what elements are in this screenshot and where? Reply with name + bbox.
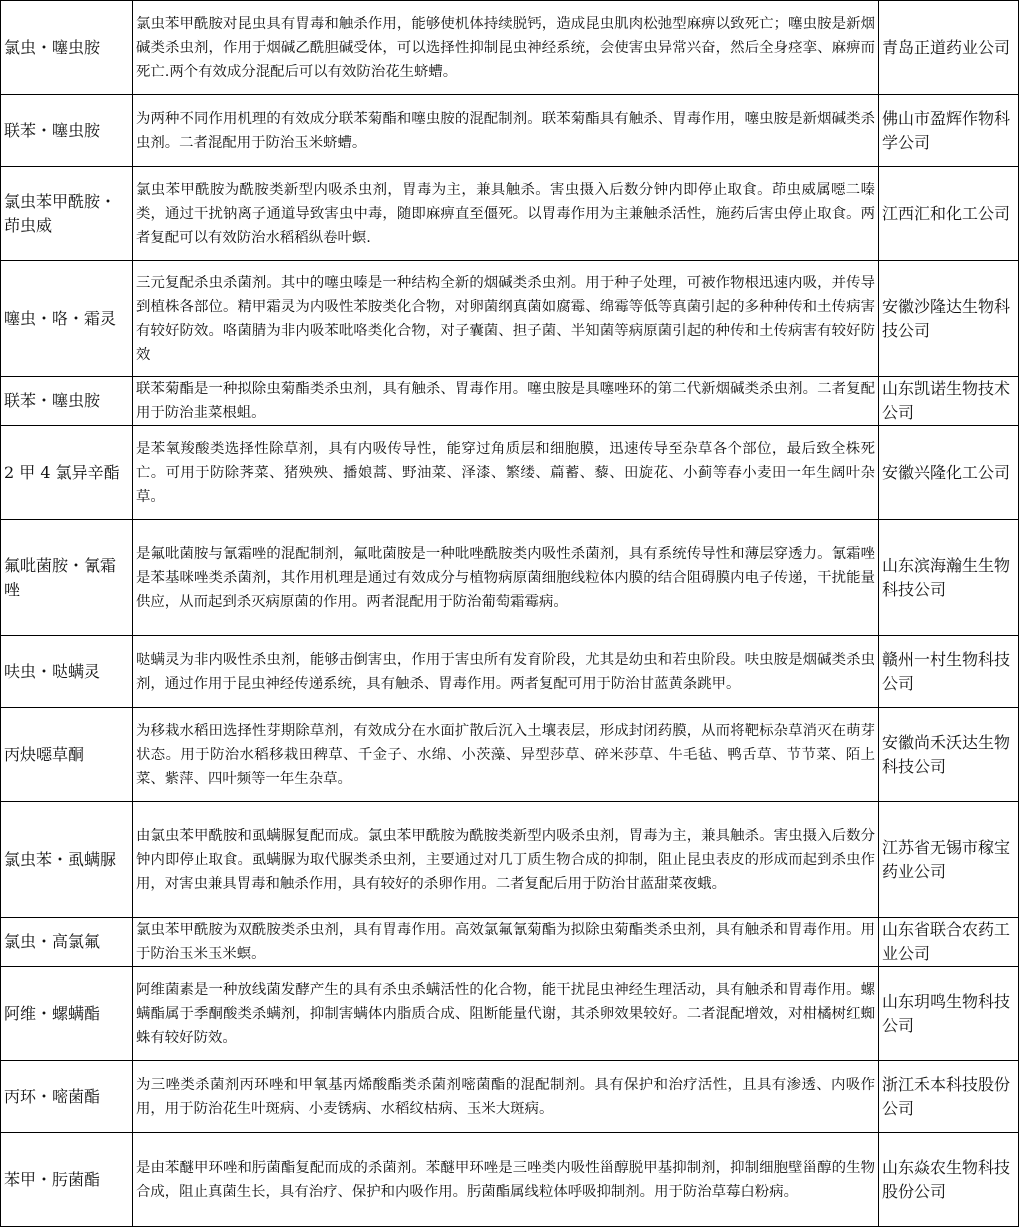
company-cell: 青岛正道药业公司 bbox=[879, 1, 1019, 95]
company-cell: 安徽尚禾沃达生物科技公司 bbox=[879, 708, 1019, 802]
table-row bbox=[1, 520, 1019, 636]
table-row bbox=[1, 636, 1019, 708]
product-name-cell: 丙炔噁草酮 bbox=[1, 708, 133, 802]
table-row bbox=[1, 967, 1019, 1061]
description-cell: 为两种不同作用机理的有效成分联苯菊酯和噻虫胺的混配制剂。联苯菊酯具有触杀、胃毒作用，噻虫胺是新烟碱类杀虫剂。二者混配用于防治玉米蛴螬。 bbox=[133, 95, 879, 167]
product-name-cell: 氟吡菌胺・氰霜唑 bbox=[1, 520, 133, 636]
company-cell: 江苏省无锡市稼宝药业公司 bbox=[879, 802, 1019, 918]
company-cell: 佛山市盈辉作物科学公司 bbox=[879, 95, 1019, 167]
product-name-cell: 噻虫・咯・霜灵 bbox=[1, 261, 133, 377]
product-name-cell: 氯虫苯甲酰胺・茚虫威 bbox=[1, 167, 133, 261]
table-row bbox=[1, 261, 1019, 377]
description-cell: 联苯菊酯是一种拟除虫菊酯类杀虫剂，具有触杀、胃毒作用。噻虫胺是具噻唑环的第二代新烟碱类杀虫剂。二者复配用于防治韭菜根蛆。 bbox=[133, 377, 879, 426]
table-row bbox=[1, 802, 1019, 918]
company-cell: 山东凯诺生物技术公司 bbox=[879, 377, 1019, 426]
product-name-cell: 2 甲 4 氯异辛酯 bbox=[1, 426, 133, 520]
table-row bbox=[1, 377, 1019, 426]
description-cell: 三元复配杀虫杀菌剂。其中的噻虫嗪是一种结构全新的烟碱类杀虫剂。用于种子处理，可被作物根迅速内吸，并传导到植株各部位。精甲霜灵为内吸性苯胺类化合物，对卵菌纲真菌如腐霉、绵霉等低等真菌引起的多种种传和土传病害有较好防效。咯菌腈为非内吸苯吡咯类化合物，对子囊菌、担子菌、半知菌等病原菌引起的种传和土传病害有较好防效 bbox=[133, 261, 879, 377]
company-cell: 安徽沙隆达生物科技公司 bbox=[879, 261, 1019, 377]
table-row bbox=[1, 95, 1019, 167]
description-cell: 是氟吡菌胺与氰霜唑的混配制剂，氟吡菌胺是一种吡唑酰胺类内吸性杀菌剂，具有系统传导性和薄层穿透力。氰霜唑是苯基咪唑类杀菌剂，其作用机理是通过有效成分与植物病原菌细胞线粒体内膜的结合阻碍膜内电子传递，干扰能量供应，从而起到杀灭病原菌的作用。两者混配用于防治葡萄霜霉病。 bbox=[133, 520, 879, 636]
description-cell: 氯虫苯甲酰胺为双酰胺类杀虫剂，具有胃毒作用。高效氯氟氰菊酯为拟除虫菊酯类杀虫剂，具有触杀和胃毒作用。用于防治玉米玉米螟。 bbox=[133, 918, 879, 967]
company-cell: 山东焱农生物科技股份公司 bbox=[879, 1133, 1019, 1227]
table-row bbox=[1, 426, 1019, 520]
description-cell: 是苯氧羧酸类选择性除草剂，具有内吸传导性，能穿过角质层和细胞膜，迅速传导至杂草各个部位，最后致全株死亡。可用于防除荠菜、猪殃殃、播娘蒿、野油菜、泽漆、繁缕、萹蓄、藜、田旋花、小蓟等春小麦田一年生阔叶杂草。 bbox=[133, 426, 879, 520]
product-name-cell: 氯虫・噻虫胺 bbox=[1, 1, 133, 95]
company-cell: 山东省联合农药工业公司 bbox=[879, 918, 1019, 967]
table-row bbox=[1, 918, 1019, 967]
company-cell: 江西汇和化工公司 bbox=[879, 167, 1019, 261]
description-cell: 为三唑类杀菌剂丙环唑和甲氧基丙烯酸酯类杀菌剂嘧菌酯的混配制剂。具有保护和治疗活性，且具有渗透、内吸作用，用于防治花生叶斑病、小麦锈病、水稻纹枯病、玉米大斑病。 bbox=[133, 1061, 879, 1133]
product-name-cell: 苯甲・肟菌酯 bbox=[1, 1133, 133, 1227]
table-row bbox=[1, 1, 1019, 95]
description-cell: 阿维菌素是一种放线菌发酵产生的具有杀虫杀螨活性的化合物，能干扰昆虫神经生理活动，具有触杀和胃毒作用。螺螨酯属于季酮酸类杀螨剂，抑制害螨体内脂质合成、阻断能量代谢，其杀卵效果较好。二者混配增效，对柑橘树红蜘蛛有较好防效。 bbox=[133, 967, 879, 1061]
company-cell: 安徽兴隆化工公司 bbox=[879, 426, 1019, 520]
product-name-cell: 联苯・噻虫胺 bbox=[1, 377, 133, 426]
description-cell: 哒螨灵为非内吸性杀虫剂，能够击倒害虫，作用于害虫所有发育阶段，尤其是幼虫和若虫阶段。呋虫胺是烟碱类杀虫剂，通过作用于昆虫神经传递系统，具有触杀、胃毒作用。两者复配可用于防治甘蓝黄条跳甲。 bbox=[133, 636, 879, 708]
company-cell: 赣州一村生物科技公司 bbox=[879, 636, 1019, 708]
table-row bbox=[1, 708, 1019, 802]
description-cell: 由氯虫苯甲酰胺和虱螨脲复配而成。氯虫苯甲酰胺为酰胺类新型内吸杀虫剂，胃毒为主，兼具触杀。害虫摄入后数分钟内即停止取食。虱螨脲为取代脲类杀虫剂，主要通过对几丁质生物合成的抑制，阻止昆虫表皮的形成而起到杀虫作用，对害虫兼具胃毒和触杀作用，具有较好的杀卵作用。二者复配后用于防治甘蓝甜菜夜蛾。 bbox=[133, 802, 879, 918]
table-row bbox=[1, 167, 1019, 261]
company-cell: 山东滨海瀚生生物科技公司 bbox=[879, 520, 1019, 636]
table-row bbox=[1, 1061, 1019, 1133]
company-cell: 山东玥鸣生物科技公司 bbox=[879, 967, 1019, 1061]
product-name-cell: 氯虫・高氯氟 bbox=[1, 918, 133, 967]
description-cell: 是由苯醚甲环唑和肟菌酯复配而成的杀菌剂。苯醚甲环唑是三唑类内吸性甾醇脱甲基抑制剂，抑制细胞壁甾醇的生物合成，阻止真菌生长，具有治疗、保护和内吸作用。肟菌酯属线粒体呼吸抑制剂。用于防治草莓白粉病。 bbox=[133, 1133, 879, 1227]
description-cell: 氯虫苯甲酰胺为酰胺类新型内吸杀虫剂，胃毒为主，兼具触杀。害虫摄入后数分钟内即停止取食。茚虫威属噁二嗪类，通过干扰钠离子通道导致害虫中毒，随即麻痹直至僵死。以胃毒作用为主兼触杀活性，施药后害虫停止取食。两者复配可以有效防治水稻稻纵卷叶螟. bbox=[133, 167, 879, 261]
product-name-cell: 阿维・螺螨酯 bbox=[1, 967, 133, 1061]
product-name-cell: 联苯・噻虫胺 bbox=[1, 95, 133, 167]
company-cell: 浙江禾本科技股份公司 bbox=[879, 1061, 1019, 1133]
description-cell: 氯虫苯甲酰胺对昆虫具有胃毒和触杀作用，能够使机体持续脱钙，造成昆虫肌肉松弛型麻痹以致死亡；噻虫胺是新烟碱类杀虫剂，作用于烟碱乙酰胆碱受体，可以选择性抑制昆虫神经系统，会使害虫异常兴奋，然后全身痉挛、麻痹而死亡.两个有效成分混配后可以有效防治花生蛴螬。 bbox=[133, 1, 879, 95]
table-row bbox=[1, 1133, 1019, 1227]
product-name-cell: 丙环・嘧菌酯 bbox=[1, 1061, 133, 1133]
product-name-cell: 呋虫・哒螨灵 bbox=[1, 636, 133, 708]
description-cell: 为移栽水稻田选择性芽期除草剂，有效成分在水面扩散后沉入土壤表层，形成封闭药膜，从而将靶标杂草消灭在萌芽状态。用于防治水稻移栽田稗草、千金子、水绵、小茨藻、异型莎草、碎米莎草、牛毛毡、鸭舌草、节节菜、陌上菜、紫萍、四叶频等一年生杂草。 bbox=[133, 708, 879, 802]
product-name-cell: 氯虫苯・虱螨脲 bbox=[1, 802, 133, 918]
